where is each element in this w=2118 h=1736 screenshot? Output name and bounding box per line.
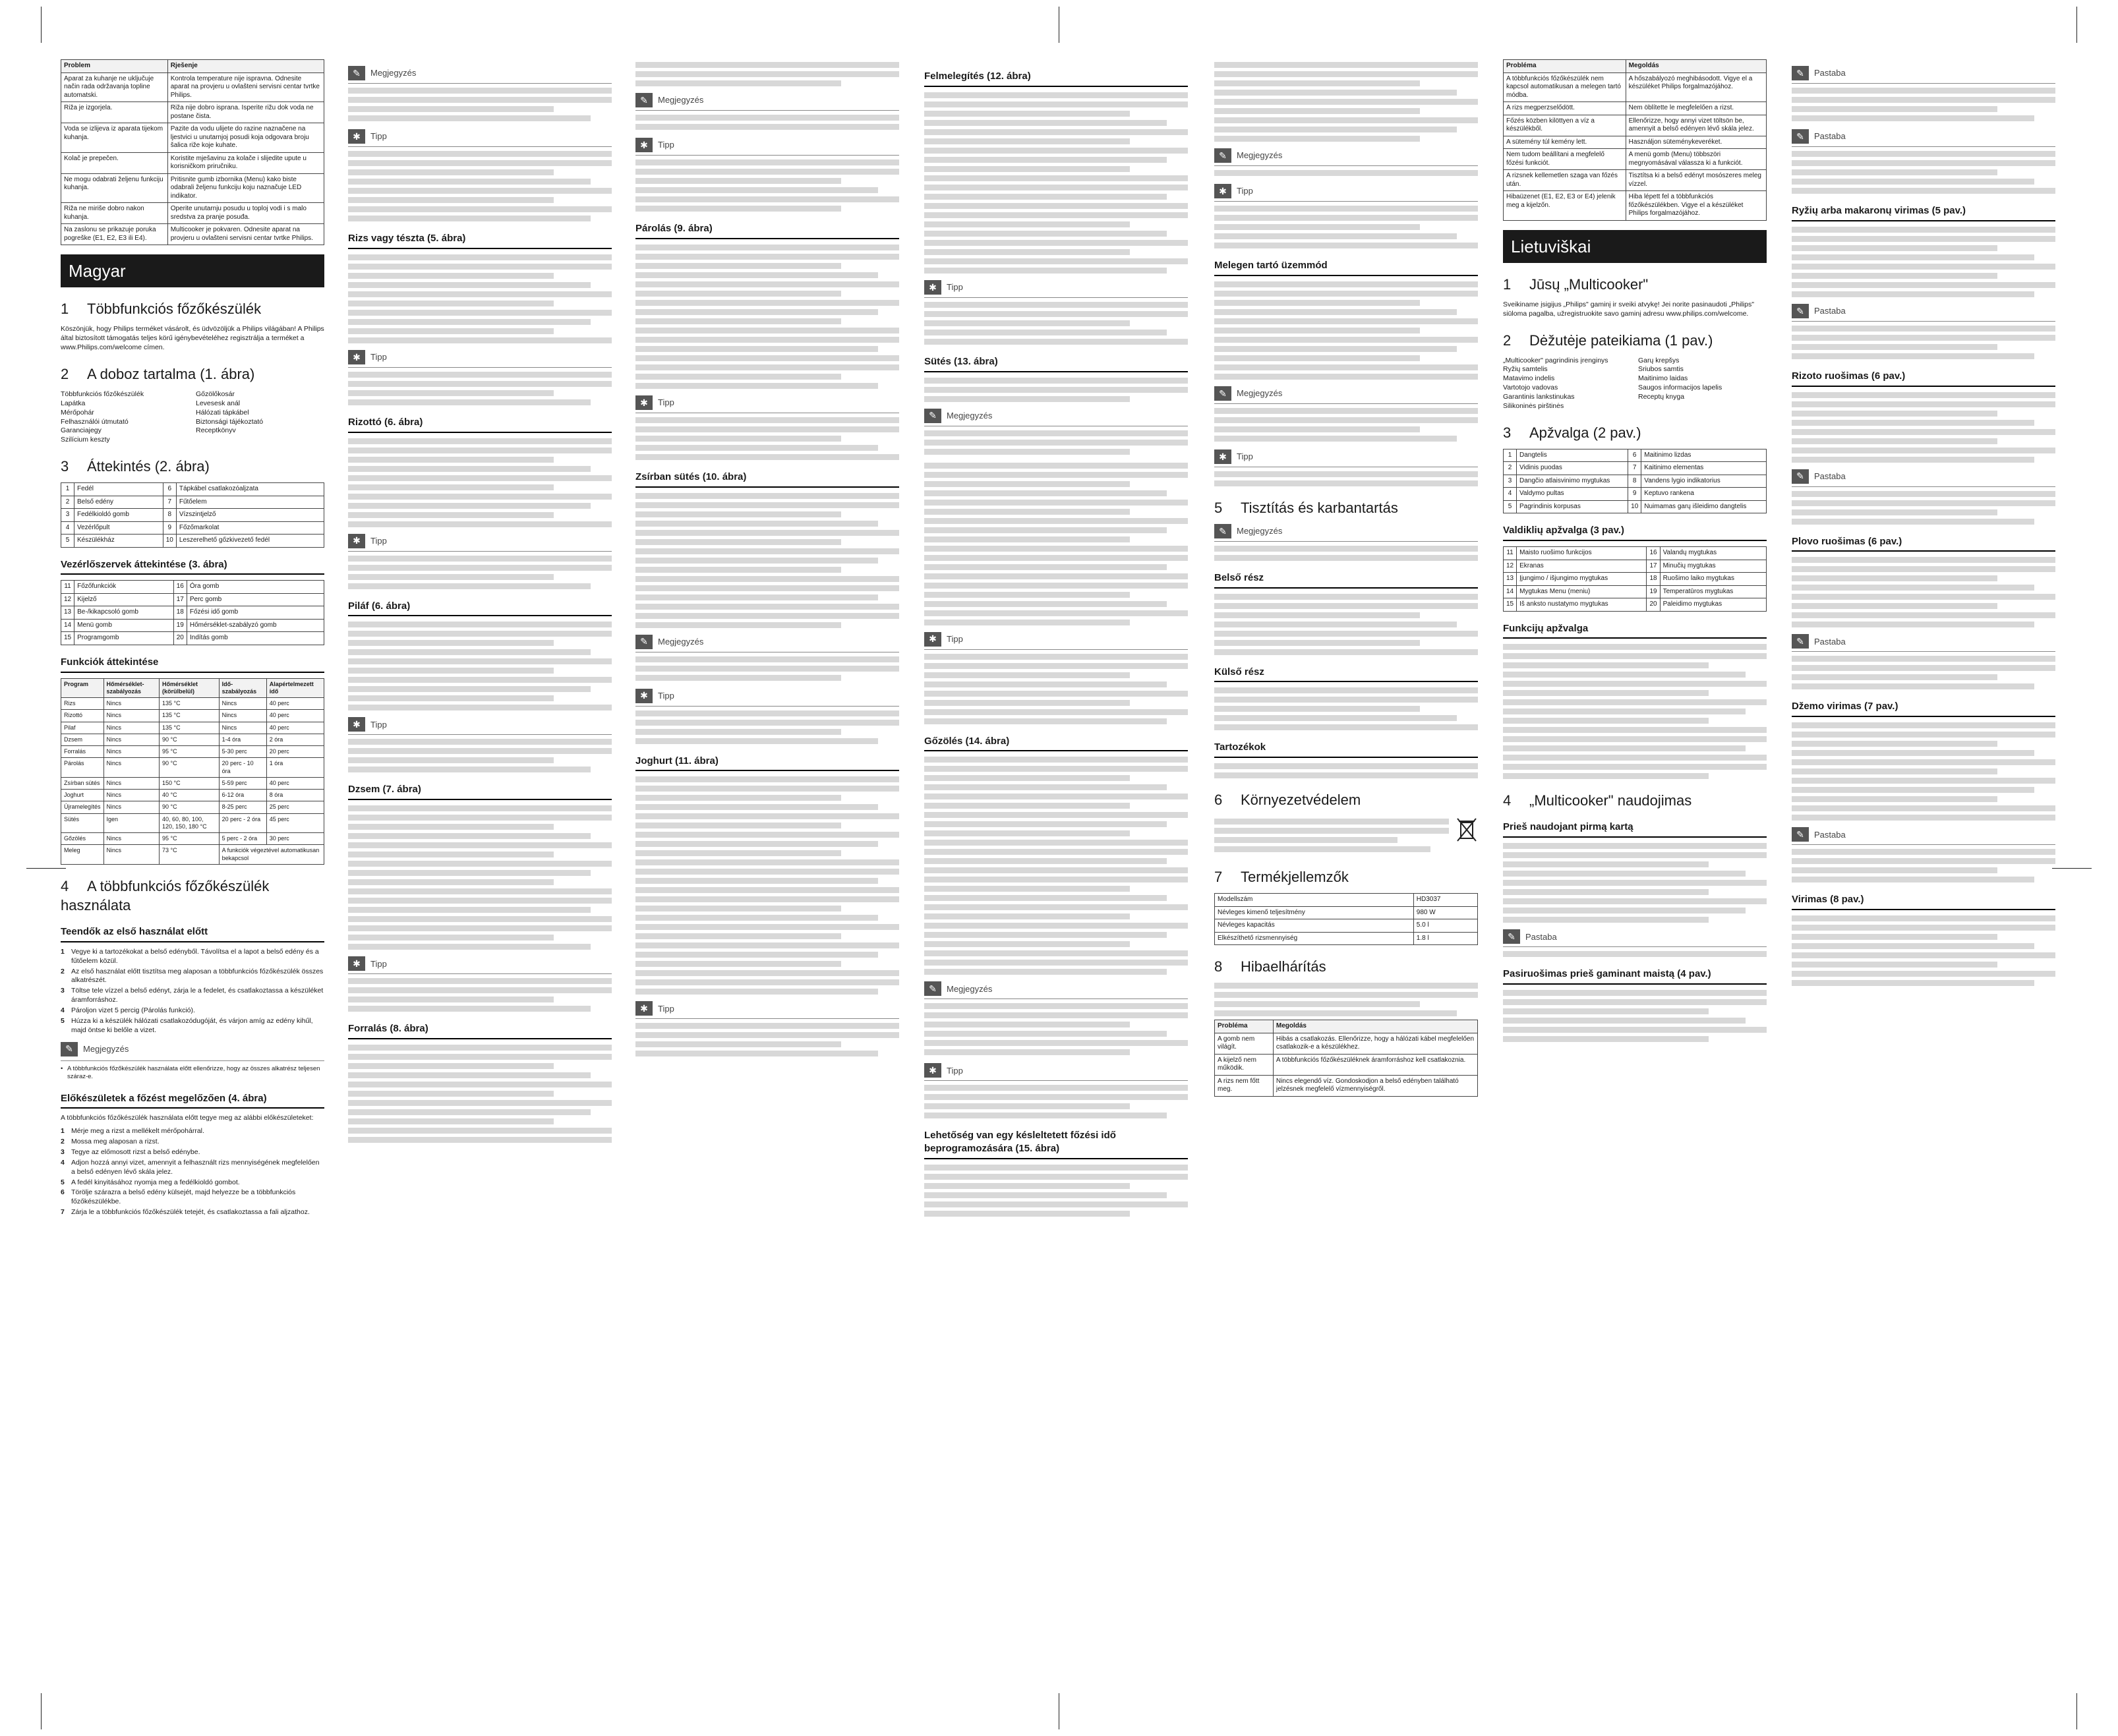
crop-mark (26, 868, 66, 869)
tip-box: ✱ Tipp (924, 632, 1188, 724)
note-icon: ✎ (924, 409, 941, 423)
note-box: ✎ Pastaba (1503, 929, 1767, 957)
table-row: Riža ne miriše dobro nakon kuhanja. Operite unutarnju posudu u toploj vodi i s malo sredstva za pranje posuđa. (61, 203, 324, 224)
note-icon: ✎ (348, 66, 365, 80)
table-row: Zsírban sütés Nincs 150 °C 5-59 perc 40 perc (61, 777, 324, 789)
note-box: ✎ Megjegyzés (1214, 148, 1478, 176)
section-heading: 4 „Multicooker" naudojimas (1503, 792, 1692, 809)
keepwarm-text (1214, 281, 1478, 380)
table-row: Meleg Nincs 73 °C A funkciók végeztével automatikusan bekapcsol (61, 845, 324, 865)
note-icon: ✎ (1214, 148, 1231, 163)
table-row: 13 Be-/kikapcsoló gomb 18 Főzési idő gomb (61, 606, 324, 620)
table-row: 2 Vidinis puodas 7 Kaitinimo elementas (1504, 462, 1767, 475)
section-heading: 7 Termékjellemzők (1214, 869, 1349, 886)
subsection-heading: Külső rész (1214, 666, 1478, 683)
subsection-heading: Rizoto ruošimas (6 pav.) (1792, 370, 2055, 387)
note-icon: ✎ (1214, 524, 1231, 538)
functions-table-lt (1503, 644, 1767, 779)
section-heading: 1 Többfunkciós főzőkészülék (61, 301, 262, 318)
table-row: 4 Vezérlőpult 9 Főzőmarkolat (61, 521, 324, 535)
tip-box: ✱ Tipp (635, 395, 899, 460)
table-row: Névleges kapacitás 5.0 l (1215, 919, 1478, 933)
table-row: Újramelegítés Nincs 90 °C 8-25 perc 25 perc (61, 801, 324, 813)
note-box: ✎ Megjegyzés (924, 409, 1188, 455)
subsection-heading: Džemo virimas (7 pav.) (1792, 700, 2055, 717)
box-contents-list (61, 390, 324, 445)
subsection-heading: Belső rész (1214, 571, 1478, 589)
table-row: 15 Iš anksto nustatymo mygtukas 20 Paleidimo mygtukas (1504, 598, 1767, 612)
list-item: Garantinis lankstinukas (1503, 393, 1575, 401)
table-row: 13 Įjungimo / išjungimo mygtukas 18 Ruošimo laiko mygtukas (1504, 573, 1767, 586)
list-item: Biztonsági tájékoztató (196, 417, 264, 426)
troubleshooting-table-hu-cont: Probléma Megoldás A többfunkciós főzőkészülék nem kapcsol automatikusan a melegen tartó módba. A hőszabályozó meghibásodott. Vigye el a készüléket Philips forgalmazójához. A rizs megperzselődött. Nem öblítette le megfelelően a rizst. Főzés közben kilöttyen a víz a készülékből. Ellenőrizze, hogy annyi vizet töltsön be, amennyit a belső edényen lévő skála jelez. A sütemény túl kemény lett. Használjon süteménykeveréket. Nem tudom beállítani a megfelelő főzési funkciót. A menü gomb (Menu) többszöri megnyomásával válassza ki a funkciót. A rizsnek kellemetlen szaga van főzés után. Tisztítsa ki a belső edényt mosószeres meleg vízzel. Hibaüzenet (E1, E2, E3 or E4) jelenik meg a kijelzőn. Hiba lépett fel a többfunkciós főzőkészülékben. Vigye el a készüléket Philips forgalmazójához. (1503, 59, 1767, 221)
tip-box: ✱ Tipp (348, 129, 612, 221)
tip-box: ✱ Tipp (348, 350, 612, 405)
subsection-heading: Rizs vagy tészta (5. ábra) (348, 232, 612, 249)
table-row: Joghurt Nincs 40 °C 6-12 óra 8 óra (61, 790, 324, 801)
boil-steps (348, 1045, 612, 1143)
note-icon: ✎ (61, 1042, 78, 1056)
list-item: 2 Az első használat előtt tisztítsa meg alaposan a többfunkciós főzőkészülék összes alkatrészét. (61, 967, 324, 985)
note-box: ✎ Pastaba (1792, 129, 2055, 194)
subsection-heading: Funkciók áttekintése (61, 656, 324, 673)
tip-icon: ✱ (635, 138, 653, 152)
table-row: Aparat za kuhanje ne uključuje način rada održavanja topline automatski. Kontrola temperature nije ispravna. Odnesite aparat na provjeru u ovlašteni servisni centar tvrtke Philips. (61, 72, 324, 102)
first-use-steps (61, 948, 324, 1035)
table-row: Modellszám HD3037 (1215, 894, 1478, 907)
table-row: 12 Ekranas 17 Minučių mygtukas (1504, 560, 1767, 573)
note-icon: ✎ (1792, 304, 1809, 318)
table-row: 5 Készülékház 10 Leszerelhető gőzkivezető fedél (61, 535, 324, 548)
subsection-heading: Forralás (8. ábra) (348, 1022, 612, 1039)
table-row: Névleges kimenő teljesítmény 980 W (1215, 906, 1478, 919)
subsection-heading: Rizottó (6. ábra) (348, 416, 612, 433)
list-item: Mérőpohár (61, 408, 94, 417)
section-heading: 2 Dėžutėje pateikiama (1 pav.) (1503, 332, 1713, 349)
intro-text: Köszönjük, hogy Philips terméket vásárolt, és üdvözöljük a Philips világában! A Philips által biztosított támogatás teljes körű igénybevételéhez regisztrálja a terméket a www.Philips.com/welcome címen. (61, 325, 324, 352)
list-item: 6 Törölje szárazra a belső edény külsejét, majd helyezze be a többfunkciós főzőkészülékbe. (61, 1188, 296, 1206)
list-item: 1 Mérje meg a rizst a mellékelt mérőpohárral. (61, 1127, 204, 1136)
functions-table: Program Hőmérséklet-szabályozás Hőmérséklet (körülbelül) Idő-szabályozás Alapértelmezett idő Rizs Nincs 135 °C Nincs 40 perc Rizottó Nincs 135 °C Nincs 40 perc Pilaf Nincs 135 °C Nincs 40 perc Dzsem Nincs 90 °C 1-4 óra 2 óra Forralás Nincs 95 °C 5-30 perc 20 perc Párolás Nincs 90 °C 20 perc - 10 óra 1 óra Zsírban sütés Nincs 150 °C 5-59 perc 40 perc Joghurt Nincs 40 °C 6-12 óra 8 óra Újramelegítés Nincs 90 °C 8-25 perc 25 perc Sütés Igen 40, 60, 80, 100, 120, 150, 180 °C 20 perc - 2 óra 45 perc Gőzölés Nincs 95 °C 5 perc - 2 óra 30 perc Meleg Nincs 73 °C A funkciók végeztével automatikusan bekapcsol (61, 678, 324, 865)
table-row: A sütemény túl kemény lett. Használjon süteménykeveréket. (1504, 136, 1767, 149)
list-item: Garanciajegy (61, 426, 102, 435)
list-item: Ryžių samtelis (1503, 365, 1548, 374)
note-box: ✎ Megjegyzés (1214, 386, 1478, 442)
crop-mark (2052, 868, 2092, 869)
table-row: 1 Dangtelis 6 Maitinimo lizdas (1504, 449, 1767, 462)
list-item: 3 Töltse tele vízzel a belső edényt, zárja le a fedelet, és csatlakoztassa a készüléket áramforráshoz. (61, 987, 324, 1004)
list-item: Levesesk anál (196, 399, 241, 407)
list-item: Felhasználói útmutató (61, 417, 129, 426)
table-row: A többfunkciós főzőkészülék nem kapcsol automatikusan a melegen tartó módba. A hőszabályozó meghibásodott. Vigye el a készüléket Philips forgalmazójához. (1504, 72, 1767, 102)
crop-mark (2076, 7, 2077, 43)
list-item: Receptų knyga (1638, 393, 1685, 401)
table-row: Voda se izlijeva iz aparata tijekom kuhanja. Pazite da vodu ulijete do razine naznačene na ljestvici u unutarnjoj posudi koja odgovara broju šalica riže koje kuhate. (61, 123, 324, 153)
table-row: 12 Kijelző 17 Perc gomb (61, 593, 324, 606)
table-row: 2 Belső edény 7 Fűtőelem (61, 496, 324, 509)
table-row: Rizs Nincs 135 °C Nincs 40 perc (61, 698, 324, 710)
list-item: 3 Tegye az előmosott rizst a belső edénybe. (61, 1148, 200, 1157)
tip-box: ✱ Tipp (348, 717, 612, 772)
table-row: Párolás Nincs 90 °C 20 perc - 10 óra 1 óra (61, 758, 324, 778)
tip-box: ✱ Tipp (924, 280, 1188, 345)
subsection-heading: Felmelegítés (12. ábra) (924, 70, 1188, 87)
note-icon: ✎ (1792, 129, 1809, 144)
tip-icon: ✱ (635, 1001, 653, 1016)
table-row: A gomb nem világít. Hibás a csatlakozás. Ellenőrizze, hogy a hálózati kábel megfelelően csatlakozik-e a készülékhez. (1215, 1033, 1478, 1054)
table-row: Sütés Igen 40, 60, 80, 100, 120, 150, 180 °C 20 perc - 2 óra 45 perc (61, 813, 324, 833)
note-icon: ✎ (635, 635, 653, 649)
list-item: Többfunkciós főzőkészülék (61, 390, 144, 398)
tip-box: ✱ Tipp (348, 956, 612, 1012)
subsection-heading: Lehetőség van egy késleltetett főzési idő beprogramozására (15. ábra) (924, 1129, 1188, 1159)
section-heading: 3 Áttekintés (2. ábra) (61, 458, 210, 475)
tip-icon: ✱ (348, 350, 365, 364)
note-icon: ✎ (1792, 469, 1809, 484)
note-box: ✎ Pastaba (1792, 469, 2055, 525)
subsection-heading: Plovo ruošimas (6 pav.) (1792, 535, 2055, 552)
crop-mark (41, 7, 42, 43)
subsection-heading: Prieš naudojant pirmą kartą (1503, 821, 1767, 838)
section-heading: 4 A többfunkciós főzőkészülék használata (61, 877, 270, 914)
reheat-steps (924, 92, 1188, 274)
table-row: Rizottó Nincs 135 °C Nincs 40 perc (61, 710, 324, 722)
list-item: 5 A fedél kinyitásához nyomja meg a fedélkioldó gombot. (61, 1178, 240, 1186)
crop-mark (2076, 1693, 2077, 1729)
table-row: A rizs megperzselődött. Nem öblítette le megfelelően a rizst. (1504, 102, 1767, 115)
intro-text: Sveikiname įsigijus „Philips" gaminį ir sveiki atvykę! Jei norite pasinaudoti „Philips" siūloma pagalba, užregistruokite savo gaminį adresu www.philips.com/welcome. (1503, 300, 1754, 318)
troubleshooting-table-hr: Problem Rješenje Aparat za kuhanje ne uključuje način rada održavanja topline automatski. Kontrola temperature nije ispravna. Odnesite aparat na provjeru u ovlašteni servisni centar tvrtke Philips. Riža je izgorjela. Riža nije dobro isprana. Isperite rižu dok voda ne postane čista. Voda se izlijeva iz aparata tijekom kuhanja. Pazite da vodu ulijete do razine naznačene na ljestvici u unutarnjoj posudi koja odgovara broju šalica riže koje kuhate. Kolač je prepečen. Koristite mješavinu za kolače i slijedite upute u korisničkom priručniku. Ne mogu odabrati željenu funkciju kuhanja. Pritisnite gumb izbornika (Menu) kako biste odabrali željenu funkciju koju naznačuje LED indikator. Riža ne miriše dobro nakon kuhanja. Operite unutarnju posudu u toploj vodi i s malo sredstva za pranje posuđa. Na zaslonu se prikazuje poruka pogreške (E1, E2, E3 ili E4). Multicooker je pokvaren. Odnesite aparat na provjeru u ovlašteni servisni centar tvrtke Philips. (61, 59, 324, 245)
crop-mark (41, 1693, 42, 1729)
tip-icon: ✱ (1214, 184, 1231, 198)
column-6 (1503, 59, 1767, 1045)
list-item: „Multicooker" pagrindinis įrenginys (1503, 356, 1608, 364)
note-box: ✎ Pastaba (1792, 634, 2055, 689)
section-heading: 2 A doboz tartalma (1. ábra) (61, 365, 255, 382)
column-2 (348, 59, 612, 1146)
tip-icon: ✱ (924, 1063, 941, 1078)
delay-steps (924, 1165, 1188, 1217)
column-1: Problem Rješenje Aparat za kuhanje ne uključuje način rada održavanja topline automatski. Kontrola temperature nije ispravna. Odnesite aparat na provjeru u ovlašteni servisni centar tvrtke Philips. Riža je izgorjela. Riža nije dobro isprana. Isperite rižu dok voda ne postane čista. Voda se izlijeva iz aparata tijekom kuhanja. Pazite da vodu ulijete do razine naznačene na ljestvici u unutarnjoj posudi koja odgovara broju šalica riže koje kuhate. Kolač je prepečen. Koristite mješavinu za kolače i slijedite upute u korisničkom priručniku. Ne mogu odabrati željenu funkciju kuhanja. Pritisnite gumb izbornika (Menu) kako biste odabrali željenu funkciju koju naznačuje LED indikator. Riža ne miriše dobro nakon kuhanja. Operite unutarnju posudu u toploj vodi i s malo sredstva za pranje posuđa. Na zaslonu se prikazuje poruka pogreške (E1, E2, E3 ili E4). Multicooker je pokvaren. Odnesite aparat na provjeru u ovlašteni servisni centar tvrtke Philips. Magyar 1 Többfunkciós főzőkészülék Köszönjük, hogy Philips terméket vásárolt, és üdvözöljük a Philips világában! A Philips által biztosított támogatás teljes körű igénybevételéhez regisztrálja a terméket a www.Philips.com/welcome címen. 2 A doboz tartalma (1. ábra) Többfunkciós főzőkészülék Lapátka Mérőpohár Felhasználói útmutató Garanciajegy Szilícium keszty Gőzölőkosár Levesesk anál Hálózati tápkábel Biztonsági tájékoztató Receptkönyv 3 Áttekintés (2. ábra) 1 Fedél 6 Tápkábel csatlakozóaljzata 2 Belső edény 7 Fűtőelem 3 Fedélkioldó gomb 8 Vízszintjelző 4 Vezérlőpult 9 Főzőmarkolat 5 Készülékház 10 Leszerelhető gőzkivezető fedél Vezérlőszervek áttekintése (3. ábra) 11 Főzőfunkciók 16 Óra gomb 12 Kijelző 17 Perc gomb 13 Be-/kikapcsoló gomb 18 Főzési idő gomb 14 Menü gomb 19 Hőmérséklet-szabályzó gomb 15 Programgomb 20 Indítás gomb Funkciók áttekintése Program Hőmérséklet-szabályozás Hőmérséklet (körülbelül) Idő-szabályozás Alapértelmezett idő Rizs Nincs 135 °C Nincs 40 perc Rizottó Nincs 135 °C Nincs 40 perc Pilaf Nincs 135 °C Nincs 40 perc Dzsem Nincs 90 °C 1-4 óra 2 óra Forralás Nincs 95 °C 5-30 perc 20 perc Párolás Nincs 90 °C 20 perc - 10 óra 1 óra Zsírban sütés Nincs 150 °C 5-59 perc 40 perc Joghurt Nincs 40 °C 6-12 óra 8 óra Újramelegítés Nincs 90 °C 8-25 perc 25 perc Sütés Igen 40, 60, 80, 100, 120, 150, 180 °C 20 perc - 2 óra 45 perc Gőzölés Nincs 95 °C 5 perc - 2 óra 30 perc Meleg Nincs 73 °C A funkciók végeztével automatikusan bekapcsol 4 A többfunkciós főzőkészülék használata Teendők az első használat előtt 1 Vegye ki a tartozékokat a belső edényből. Távolítsa el a lapot a belső edény és a fűtőelem közül. 2 Az első használat előtt tisztítsa meg alaposan a többfunkciós főzőkészülék összes alkatrészét. 3 Töltse tele vízzel a belső edényt, zárja le a fedelet, és csatlakoztassa a készüléket áramforráshoz. 4 Pároljon vizet 5 percig (Párolás funkció). 5 Húzza ki a készülék hálózati csatlakozódugóját, és várjon amíg az edény kihűl, majd öntse ki belőle a vizet. ✎ Megjegyzés • A többfunkciós főzőkészülék használata előtt ellenőrizze, hogy az összes alkatrész teljesen száraz-e. Előkészületek a főzést megelőzően (4. ábra) A többfunkciós főzőkészülék használata előtt tegye meg az alábbi előkészületeket: 1 Mérje meg a rizst a mellékelt mérőpohárral. 2 Mossa meg alaposan a rizst. 3 Tegye az előmosott rizst a belső edénybe. 4 Adjon hozzá annyi vizet, amennyit a felhasznált rizs mennyiségének megfelelően a belső edényen lévő skála jelez. 5 A fedél kinyitásához nyomja meg a fedélkioldó gombot. 6 Törölje szárazra a belső edény külsejét, majd helyezze be a többfunkciós főzőkészülékbe. 7 Zárja le a többfunkciós főzőkészülék tetejét, és csatlakoztassa a fali aljzathoz. (61, 59, 324, 1221)
rice-steps (348, 254, 612, 343)
table-row: Elkészíthető rizsmennyiség 1.8 l (1215, 932, 1478, 945)
table-row: A kijelző nem működik. A többfunkciós főzőkészüléknek áramforráshoz kell csatlakoznia. (1215, 1054, 1478, 1075)
note-icon: ✎ (1792, 827, 1809, 842)
list-item: Saugos informacijos lapelis (1638, 384, 1722, 392)
bake-steps (924, 378, 1188, 402)
subsection-heading: Zsírban sütés (10. ábra) (635, 471, 899, 488)
language-header-hu: Magyar (61, 254, 324, 287)
table-row: Riža je izgorjela. Riža nije dobro isprana. Isperite rižu dok voda ne postane čista. (61, 102, 324, 123)
table-row: Hibaüzenet (E1, E2, E3 or E4) jelenik meg a kijelzőn. Hiba lépett fel a többfunkciós főzőkészülékben. Vigye el a készüléket Philips forgalmazójához. (1504, 191, 1767, 221)
box-contents-list (1503, 357, 1767, 411)
tip-icon: ✱ (348, 534, 365, 548)
overview-table (61, 482, 324, 548)
subsection-heading: Tartozékok (1214, 741, 1478, 758)
list-item: 4 Pároljon vizet 5 percig (Párolás funkció). (61, 1006, 195, 1014)
tip-icon: ✱ (924, 280, 941, 295)
note-box: ✎ Megjegyzés (635, 635, 899, 681)
subsection-heading: Melegen tartó üzemmód (1214, 259, 1478, 276)
subsection-heading: Gőzölés (14. ábra) (924, 735, 1188, 752)
tip-icon: ✱ (635, 689, 653, 703)
subsection-heading: Előkészületek a főzést megelőzően (4. ábra) (61, 1092, 324, 1109)
subsection-heading: Funkcijų apžvalga (1503, 622, 1767, 639)
table-row: A rizsnek kellemetlen szaga van főzés után. Tisztítsa ki a belső edényt mosószeres meleg vízzel. (1504, 170, 1767, 191)
section-heading: 8 Hibaelhárítás (1214, 958, 1326, 975)
tip-box: ✱ Tipp (635, 138, 899, 212)
tip-box: ✱ Tipp (924, 1063, 1188, 1118)
tip-box: ✱ Tipp (1214, 184, 1478, 248)
list-item: 4 Adjon hozzá annyi vizet, amennyit a felhasznált rizs mennyiségének megfelelően a belső edényen lévő skála jelez. (61, 1158, 320, 1176)
table-row: 11 Maisto ruošimo funkcijos 16 Valandų mygtukas (1504, 547, 1767, 560)
list-item: Sriubos samtis (1638, 365, 1684, 374)
controls-table-lt (1503, 546, 1767, 612)
prep-steps (61, 1127, 324, 1217)
table-row: 3 Fedélkioldó gomb 8 Vízszintjelző (61, 509, 324, 522)
troubleshooting-table-hu: Probléma Megoldás A gomb nem világít. Hibás a csatlakozás. Ellenőrizze, hogy a hálózati kábel megfelelően csatlakozik-e a készülékhez. A kijelző nem működik. A többfunkciós főzőkészüléknek áramforráshoz kell csatlakoznia. A rizs nem főtt meg. Nincs elegendő víz. Gondoskodjon a belső edényben található jelzésnek megfelelő vízmennyiségről. (1214, 1020, 1478, 1097)
subsection-heading: Dzsem (7. ábra) (348, 783, 612, 800)
list-item: Szilícium keszty (61, 436, 110, 444)
tip-icon: ✱ (348, 956, 365, 971)
subsection-heading: Vezérlőszervek áttekintése (3. ábra) (61, 558, 324, 575)
tip-icon: ✱ (348, 717, 365, 732)
language-header-lt: Lietuviškai (1503, 230, 1767, 263)
table-row: 5 Pagrindinis korpusas 10 Nuimamas garų išleidimo dangtelis (1504, 500, 1767, 513)
note-icon: ✎ (1792, 66, 1809, 80)
note-box: ✎ Pastaba (1792, 827, 2055, 882)
specs-table (1214, 893, 1478, 945)
table-row: 14 Menü gomb 19 Hőmérséklet-szabályzó gomb (61, 619, 324, 632)
risotto-steps (348, 438, 612, 527)
column-5 (1214, 59, 1478, 1106)
list-item: 7 Zárja le a többfunkciós főzőkészülék tetejét, és csatlakoztassa a fali aljzathoz. (61, 1208, 310, 1217)
subsection-heading: Virimas (8 pav.) (1792, 893, 2055, 910)
tip-box: ✱ Tipp (635, 1001, 899, 1056)
list-item: Hálózati tápkábel (196, 408, 249, 417)
table-row: Nem tudom beállítani a megfelelő főzési funkciót. A menü gomb (Menu) többszöri megnyomásával válassza ki a funkciót. (1504, 149, 1767, 170)
note-box: ✎ Pastaba (1792, 66, 2055, 121)
jam-steps (348, 805, 612, 950)
list-item: Garų krepšys (1638, 356, 1680, 364)
table-row: Kolač je prepečen. Koristite mješavinu za kolače i slijedite upute u korisničkom priručniku. (61, 152, 324, 173)
tip-icon: ✱ (924, 632, 941, 647)
subsection-heading: Joghurt (11. ábra) (635, 755, 899, 772)
table-row: 3 Dangčio atlaisvinimo mygtukas 8 Vandens lygio indikatorius (1504, 475, 1767, 488)
steam-steps (635, 245, 899, 389)
subsection-heading: Teendők az első használat előtt (61, 925, 324, 942)
table-row: Ne mogu odabrati željenu funkciju kuhanja. Pritisnite gumb izbornika (Menu) kako biste odabrali željenu funkciju koju naznačuje LED indikator. (61, 173, 324, 203)
note-icon: ✎ (1214, 386, 1231, 401)
list-item: Matavimo indelis (1503, 374, 1555, 383)
subsection-heading: Sütés (13. ábra) (924, 355, 1188, 372)
subsection-heading: Ryžių arba makaronų virimas (5 pav.) (1792, 204, 2055, 221)
list-item: 2 Mossa meg alaposan a rizst. (61, 1138, 160, 1146)
list-item: Receptkönyv (196, 426, 236, 435)
tip-box: ✱ Tipp (1214, 449, 1478, 486)
list-item: 5 Húzza ki a készülék hálózati csatlakozódugóját, és várjon amíg az edény kihűl, majd öntse ki belőle a vizet. (61, 1016, 313, 1034)
table-row: Forralás Nincs 95 °C 5-30 perc 20 perc (61, 746, 324, 758)
table-row: Pilaf Nincs 135 °C Nincs 40 perc (61, 722, 324, 734)
wheelie-bin-icon (1456, 816, 1478, 842)
column-3 (635, 59, 899, 1064)
table-row: Na zaslonu se prikazuje poruka pogreške (E1, E2, E3 ili E4). Multicooker je pokvaren. Odnesite aparat na provjeru u ovlašteni servisni centar tvrtke Philips. (61, 224, 324, 245)
list-item: Maitinimo laidas (1638, 374, 1688, 383)
section-heading: 6 Környezetvédelem (1214, 792, 1361, 809)
note-box: ✎ Pastaba (1792, 304, 2055, 359)
pilaf-steps (348, 622, 612, 710)
table-row: 14 Mygtukas Menu (meniu) 19 Temperatūros mygtukas (1504, 585, 1767, 598)
note-box: ✎ Megjegyzés (635, 93, 899, 130)
subsection-heading: Valdiklių apžvalga (3 pav.) (1503, 524, 1767, 541)
tip-icon: ✱ (348, 129, 365, 144)
overview-table-lt (1503, 449, 1767, 514)
subsection-heading: Párolás (9. ábra) (635, 222, 899, 239)
list-item: 1 Vegye ki a tartozékokat a belső edényből. Távolítsa el a lapot a belső edény és a fűtőelem közül. (61, 947, 319, 965)
controls-table (61, 580, 324, 645)
list-item: Vartotojo vadovas (1503, 384, 1558, 392)
table-row: 4 Valdymo pultas 9 Keptuvo rankena (1504, 488, 1767, 501)
tip-icon: ✱ (635, 395, 653, 410)
note-box: ✎ Megjegyzés (1214, 524, 1478, 561)
yoghurt-steps (635, 776, 899, 995)
table-row: A rizs nem főtt meg. Nincs elegendő víz. Gondoskodjon a belső edényben található jelzésnek megfelelő vízmennyiségről. (1215, 1075, 1478, 1096)
table-row: Dzsem Nincs 90 °C 1-4 óra 2 óra (61, 734, 324, 745)
table-row: Gőzölés Nincs 95 °C 5 perc - 2 óra 30 perc (61, 833, 324, 845)
section-heading: 5 Tisztítás és karbantartás (1214, 499, 1398, 516)
subsection-heading: Piláf (6. ábra) (348, 600, 612, 617)
table-row: Főzés közben kilöttyen a víz a készülékből. Ellenőrizze, hogy annyi vizet töltsön be, amennyit a belső edényen lévő skála jelez. (1504, 115, 1767, 136)
table-row: 1 Fedél 6 Tápkábel csatlakozóaljzata (61, 483, 324, 496)
column-7 (1792, 59, 2055, 989)
tip-box: ✱ Tipp (635, 689, 899, 744)
tip-icon: ✱ (1214, 449, 1231, 464)
tip-box: ✱ Tipp (348, 534, 612, 589)
section-heading: 3 Apžvalga (2 pav.) (1503, 424, 1641, 441)
steam2-steps (924, 757, 1188, 975)
list-item: Lapátka (61, 399, 86, 407)
section-heading: 1 Jūsų „Multicooker" (1503, 275, 1649, 293)
note-box: ✎ Megjegyzés • A többfunkciós főzőkészülék használata előtt ellenőrizze, hogy az összes alkatrész teljesen száraz-e. (61, 1042, 324, 1082)
column-4 (924, 59, 1188, 1220)
note-icon: ✎ (1503, 929, 1520, 944)
note-icon: ✎ (1792, 634, 1809, 649)
subsection-heading: Pasiruošimas prieš gaminant maistą (4 pav.) (1503, 968, 1767, 985)
table-row: 11 Főzőfunkciók 16 Óra gomb (61, 581, 324, 594)
note-icon: ✎ (635, 93, 653, 107)
note-icon: ✎ (924, 981, 941, 996)
list-item: Silikoninės pirštinės (1503, 401, 1564, 410)
fry-steps (635, 493, 899, 628)
table-row: 15 Programgomb 20 Indítás gomb (61, 632, 324, 645)
list-item: Gőzölőkosár (196, 390, 235, 398)
note-box: ✎ Megjegyzés (924, 981, 1188, 1055)
note-box: ✎ Megjegyzés (348, 66, 612, 121)
